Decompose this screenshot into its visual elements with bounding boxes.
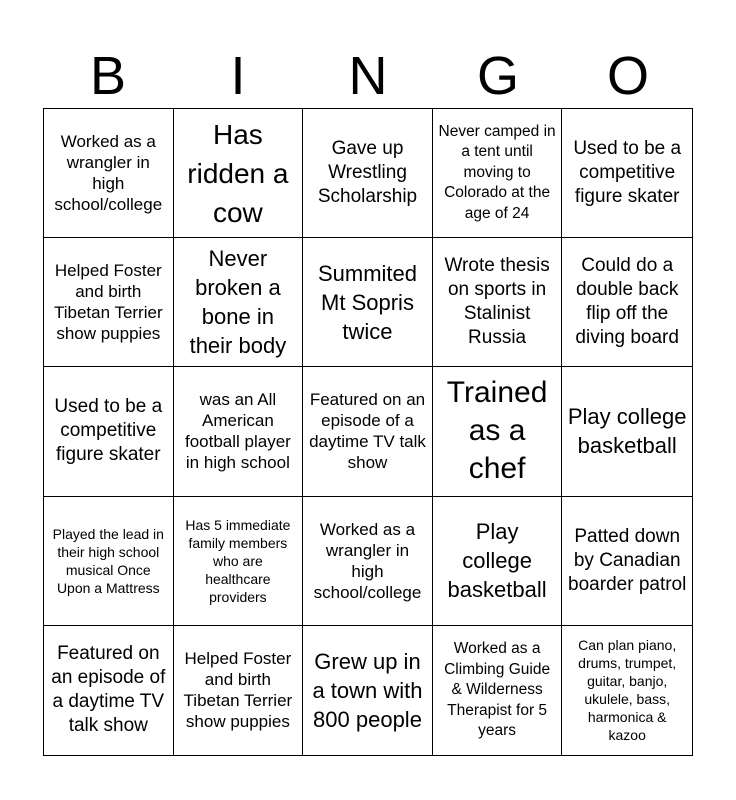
cell-text: Play college basketball — [447, 519, 547, 603]
cell-text: Could do a double back flip off the diving board — [575, 255, 679, 349]
cell-text: Featured on an episode of a daytime TV talk show — [309, 390, 426, 473]
bingo-cell-r1c2[interactable] — [174, 109, 304, 238]
bingo-cell-r5c5[interactable] — [562, 626, 692, 755]
bingo-cell-r3c3[interactable] — [303, 367, 433, 496]
cell-text: Has ridden a cow — [187, 118, 289, 228]
bingo-cell-r5c1[interactable] — [44, 626, 174, 755]
bingo-header — [43, 44, 693, 108]
bingo-cell-r4c4[interactable] — [433, 497, 563, 626]
bingo-cell-r2c5[interactable] — [562, 238, 692, 367]
bingo-cell-r5c2[interactable] — [174, 626, 304, 755]
bingo-cell-r4c2[interactable] — [174, 497, 304, 626]
cell-text: Never broken a bone in their body — [189, 246, 287, 359]
header-letter-o: O — [606, 46, 649, 106]
bingo-cell-r4c5[interactable] — [562, 497, 692, 626]
bingo-cell-r1c5[interactable] — [562, 109, 692, 238]
bingo-cell-r1c4[interactable] — [433, 109, 563, 238]
cell-text: was an All American football player in high school — [184, 390, 291, 473]
bingo-cell-r2c1[interactable] — [44, 238, 174, 367]
cell-text: Gave up Wrestling Scholarship — [317, 138, 418, 208]
cell-text: Wrote thesis on sports in Stalinist Russia — [444, 255, 550, 349]
header-letter-n: N — [348, 46, 388, 106]
bingo-cell-r4c1[interactable] — [44, 497, 174, 626]
cell-text: Worked as a wrangler in high school/college — [313, 519, 422, 602]
cell-text: Worked as a Climbing Guide & Wilderness Therapist for 5 years — [444, 640, 551, 740]
bingo-cell-r3c2[interactable] — [174, 367, 304, 496]
bingo-cell-r3c1[interactable] — [44, 367, 174, 496]
cell-text: Used to be a competitive figure skater — [54, 396, 163, 466]
header-letter-b: B — [89, 46, 127, 106]
cell-text: Patted down by Canadian boarder patrol — [568, 525, 687, 595]
bingo-cell-r5c4[interactable] — [433, 626, 563, 755]
cell-text: Can plan piano, drums, trumpet, guitar, banjo, ukulele, bass, harmonica & kazoo — [578, 637, 677, 744]
cell-text: Grew up in a town with 800 people — [312, 648, 423, 732]
cell-text: Featured on an episode of a daytime TV talk show — [51, 643, 166, 737]
bingo-cell-r1c1[interactable] — [44, 109, 174, 238]
bingo-cell-r1c3[interactable] — [303, 109, 433, 238]
bingo-cell-r5c3[interactable] — [303, 626, 433, 755]
bingo-cell-r3c5[interactable] — [562, 367, 692, 496]
cell-text: Play college basketball — [567, 404, 687, 459]
bingo-cell-r2c2[interactable] — [174, 238, 304, 367]
bingo-cell-r2c4[interactable] — [433, 238, 563, 367]
header-letter-g: G — [476, 46, 519, 106]
cell-text: Helped Foster and birth Tibetan Terrier show puppies — [183, 649, 293, 732]
bingo-cell-r3c4[interactable] — [433, 367, 563, 496]
cell-text: Trained as a chef — [446, 376, 548, 486]
cell-text: Has 5 immediate family members who are healthcare providers — [185, 516, 291, 605]
cell-text: Never camped in a tent until moving to Colorado at the age of 24 — [438, 122, 556, 222]
cell-text: Played the lead in their high school musical Once Upon a Mattress — [52, 525, 164, 596]
cell-text: Used to be a competitive figure skater — [573, 138, 682, 208]
bingo-cell-r2c3[interactable] — [303, 238, 433, 367]
cell-text: Worked as a wrangler in high school/college — [54, 132, 163, 215]
cell-text: Helped Foster and birth Tibetan Terrier show puppies — [53, 261, 163, 344]
bingo-board — [43, 108, 693, 756]
cell-text: Summited Mt Sopris twice — [317, 260, 418, 344]
bingo-cell-r4c3[interactable] — [303, 497, 433, 626]
header-letter-i: I — [230, 46, 246, 106]
